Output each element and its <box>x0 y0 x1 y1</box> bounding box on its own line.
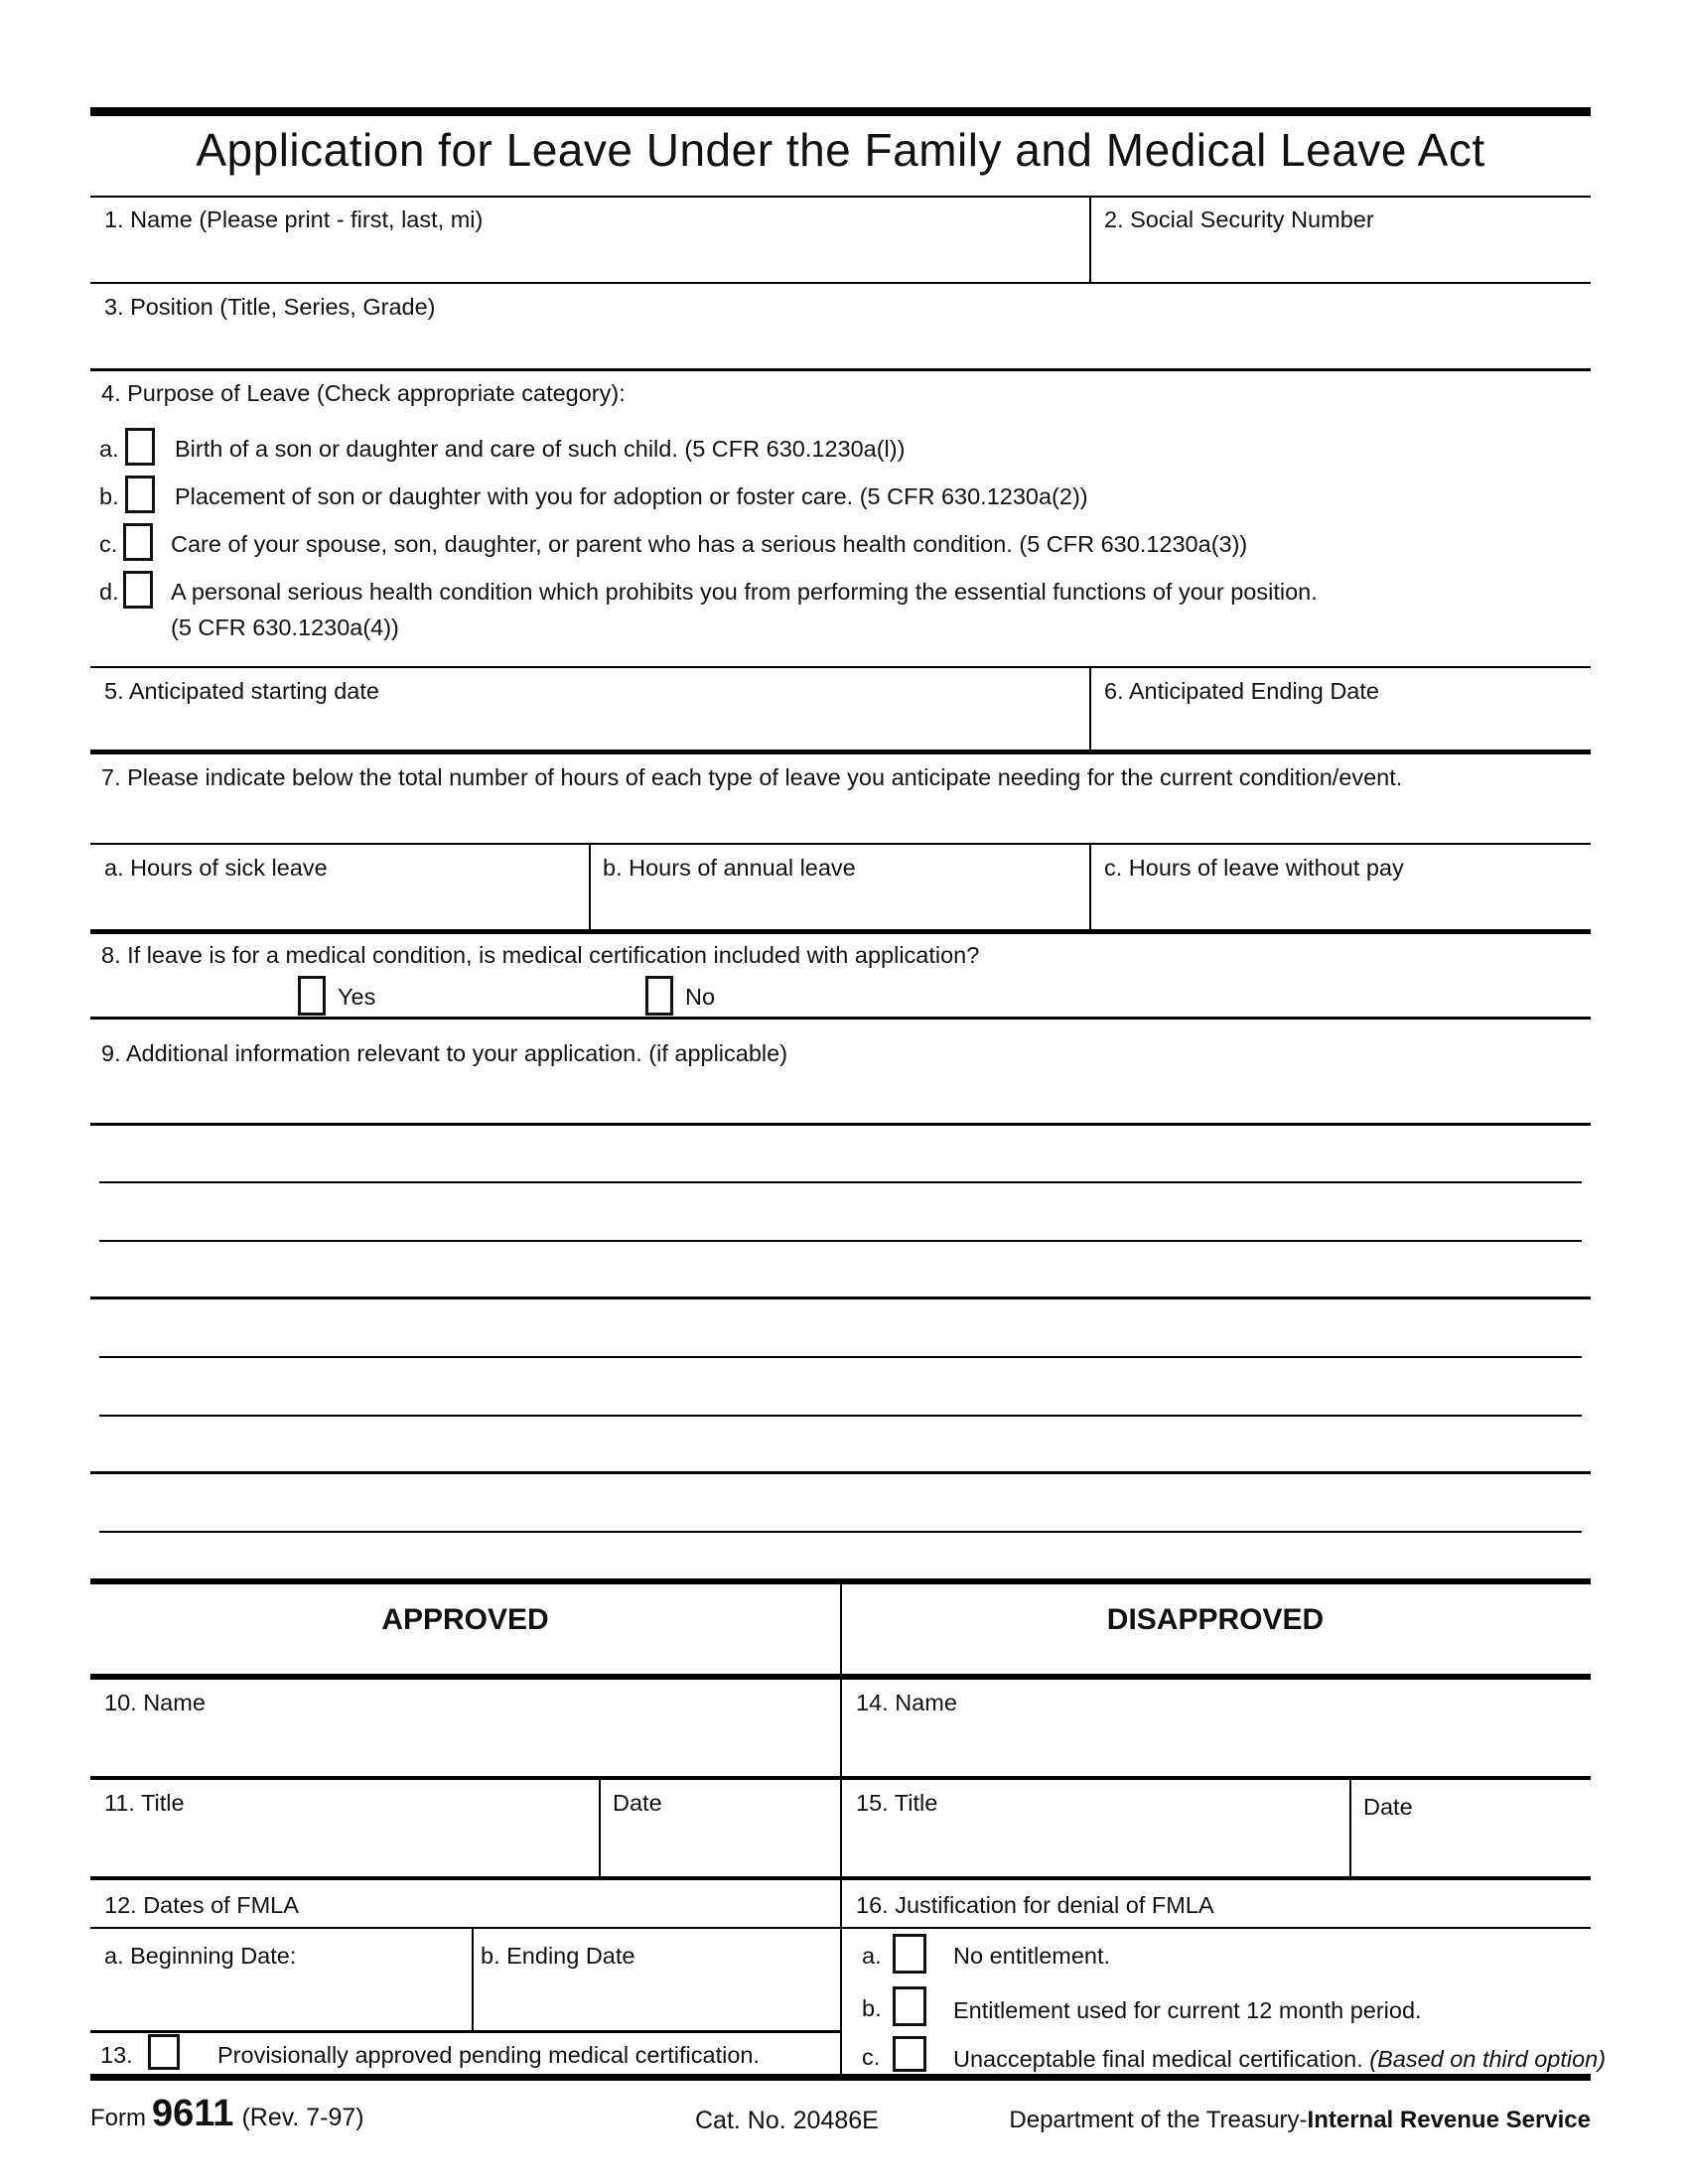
divider <box>589 843 591 930</box>
denial-b-label: Entitlement used for current 12 month period. <box>953 1997 1422 2023</box>
approved-header: APPROVED <box>381 1603 549 1636</box>
purpose-c-checkbox[interactable] <box>123 523 153 561</box>
cert-no-checkbox[interactable] <box>645 976 673 1016</box>
writing-line[interactable] <box>90 1297 1591 1299</box>
divider <box>90 1927 1591 1929</box>
purpose-label: 4. Purpose of Leave (Check appropriate category): <box>101 380 626 406</box>
approved-date-field[interactable] <box>604 1823 837 1872</box>
purpose-c-label: Care of your spouse, son, daughter, or parent who has a serious health condition. (5 CFR 630.1230a(3)) <box>171 531 1248 557</box>
divider <box>90 666 1591 668</box>
divider <box>472 1927 474 2031</box>
thick-divider <box>90 929 1591 934</box>
end-date-field[interactable] <box>1092 710 1587 750</box>
ssn-label: 2. Social Security Number <box>1104 206 1374 232</box>
divider <box>1089 196 1091 283</box>
start-date-label: 5. Anticipated starting date <box>104 678 379 704</box>
denial-a-letter: a. <box>862 1943 882 1969</box>
writing-line[interactable] <box>99 1181 1582 1183</box>
without-pay-hours-label: c. Hours of leave without pay <box>1104 855 1404 881</box>
denial-c-note: (Based on third option) <box>1369 2046 1607 2072</box>
purpose-c-letter: c. <box>99 531 118 557</box>
denial-c-text: Unacceptable final medical certification. <box>953 2046 1363 2072</box>
approved-date-label: Date <box>613 1790 662 1816</box>
form-revision: (Rev. 7-97) <box>241 2104 364 2131</box>
purpose-a-label: Birth of a son or daughter and care of such child. (5 CFR 630.1230a(l)) <box>175 436 906 462</box>
purpose-d-label-line2: (5 CFR 630.1230a(4)) <box>171 614 399 640</box>
beginning-date-field[interactable] <box>92 1976 468 2027</box>
disapproved-name-field[interactable] <box>844 1722 1587 1772</box>
purpose-d-checkbox[interactable] <box>123 571 153 609</box>
fmla-dates-label: 12. Dates of FMLA <box>104 1892 299 1918</box>
divider <box>90 282 1591 284</box>
provisional-number: 13. <box>100 2042 133 2068</box>
disapproved-header: DISAPPROVED <box>1106 1603 1325 1636</box>
page-title: Application for Leave Under the Family and Medical Leave Act <box>196 124 1485 176</box>
catalog-number: Cat. No. 20486E <box>695 2107 879 2134</box>
approved-name-label: 10. Name <box>104 1690 206 1715</box>
disapproved-title-label: 15. Title <box>856 1790 938 1816</box>
provisional-label: Provisionally approved pending medical certification. <box>217 2042 761 2068</box>
denial-c-checkbox[interactable] <box>893 2036 926 2072</box>
denial-a-label: No entitlement. <box>953 1943 1111 1969</box>
divider <box>90 843 1591 845</box>
ssn-field[interactable] <box>1092 238 1587 280</box>
thick-divider <box>90 750 1591 754</box>
justification-label: 16. Justification for denial of FMLA <box>856 1892 1214 1918</box>
writing-line[interactable] <box>99 1415 1582 1417</box>
denial-b-letter: b. <box>862 1995 882 2021</box>
denial-b-checkbox[interactable] <box>893 1986 926 2026</box>
position-field[interactable] <box>92 326 1587 365</box>
divider <box>90 1017 1591 1020</box>
form-word: Form <box>90 2105 146 2131</box>
sick-hours-label: a. Hours of sick leave <box>104 855 328 881</box>
writing-line[interactable] <box>99 1531 1582 1533</box>
purpose-a-letter: a. <box>99 436 119 462</box>
approved-title-field[interactable] <box>92 1823 594 1872</box>
annual-hours-field[interactable] <box>594 887 1085 928</box>
disapproved-date-field[interactable] <box>1354 1823 1587 1872</box>
purpose-b-letter: b. <box>99 483 119 509</box>
department-text: Department of the Treasury- <box>1009 2107 1308 2133</box>
bottom-rule <box>90 2074 1591 2081</box>
approved-title-label: 11. Title <box>104 1790 185 1816</box>
thick-divider <box>90 1776 1591 1780</box>
divider <box>1349 1776 1351 1879</box>
divider <box>1089 666 1091 752</box>
writing-line[interactable] <box>90 1471 1591 1474</box>
beginning-date-label: a. Beginning Date: <box>104 1943 297 1969</box>
purpose-a-checkbox[interactable] <box>125 428 155 466</box>
denial-c-letter: c. <box>862 2044 881 2070</box>
cert-no-label: No <box>685 984 716 1010</box>
disapproved-name-label: 14. Name <box>856 1690 957 1715</box>
divider <box>90 368 1591 371</box>
cert-yes-label: Yes <box>338 984 376 1010</box>
approved-name-field[interactable] <box>92 1722 837 1772</box>
name-field[interactable] <box>92 238 1085 280</box>
position-label: 3. Position (Title, Series, Grade) <box>104 294 436 320</box>
writing-line[interactable] <box>90 1123 1591 1126</box>
purpose-b-label: Placement of son or daughter with you for adoption or foster care. (5 CFR 630.1230a(2)) <box>175 483 1088 509</box>
start-date-field[interactable] <box>92 710 1085 750</box>
ending-date-label: b. Ending Date <box>481 1943 635 1969</box>
sick-hours-field[interactable] <box>92 887 585 928</box>
agency-text: Internal Revenue Service <box>1307 2107 1591 2133</box>
end-date-label: 6. Anticipated Ending Date <box>1104 678 1379 704</box>
divider <box>90 2030 840 2033</box>
purpose-d-letter: d. <box>99 579 119 605</box>
form-number: 9611 <box>152 2093 234 2134</box>
denial-a-checkbox[interactable] <box>893 1934 926 1974</box>
name-label: 1. Name (Please print - first, last, mi) <box>104 206 484 232</box>
top-rule <box>90 107 1591 116</box>
center-divider <box>840 1578 842 2077</box>
cert-yes-checkbox[interactable] <box>298 976 326 1016</box>
annual-hours-label: b. Hours of annual leave <box>603 855 856 881</box>
without-pay-hours-field[interactable] <box>1092 887 1587 928</box>
thick-divider <box>90 1876 1591 1880</box>
disapproved-date-label: Date <box>1363 1794 1413 1820</box>
divider <box>599 1776 601 1879</box>
disapproved-title-field[interactable] <box>844 1823 1345 1872</box>
purpose-d-label: A personal serious health condition which prohibits you from performing the essential functions of your position. <box>171 579 1318 605</box>
certification-label: 8. If leave is for a medical condition, is medical certification included with application? <box>101 942 980 968</box>
divider <box>1089 843 1091 930</box>
divider <box>90 196 1591 198</box>
ending-date-field-12b[interactable] <box>477 1976 836 2027</box>
hours-label: 7. Please indicate below the total number of hours of each type of leave you anticipate needing for the current condition/event. <box>101 764 1403 790</box>
form-number-block <box>90 2093 364 2135</box>
department-line <box>1009 2107 1591 2134</box>
provisional-checkbox[interactable] <box>148 2034 180 2070</box>
purpose-b-checkbox[interactable] <box>125 476 155 513</box>
writing-line[interactable] <box>99 1356 1582 1358</box>
additional-info-label: 9. Additional information relevant to your application. (if applicable) <box>101 1040 788 1066</box>
writing-line[interactable] <box>99 1240 1582 1242</box>
denial-c-label <box>953 2044 1606 2074</box>
